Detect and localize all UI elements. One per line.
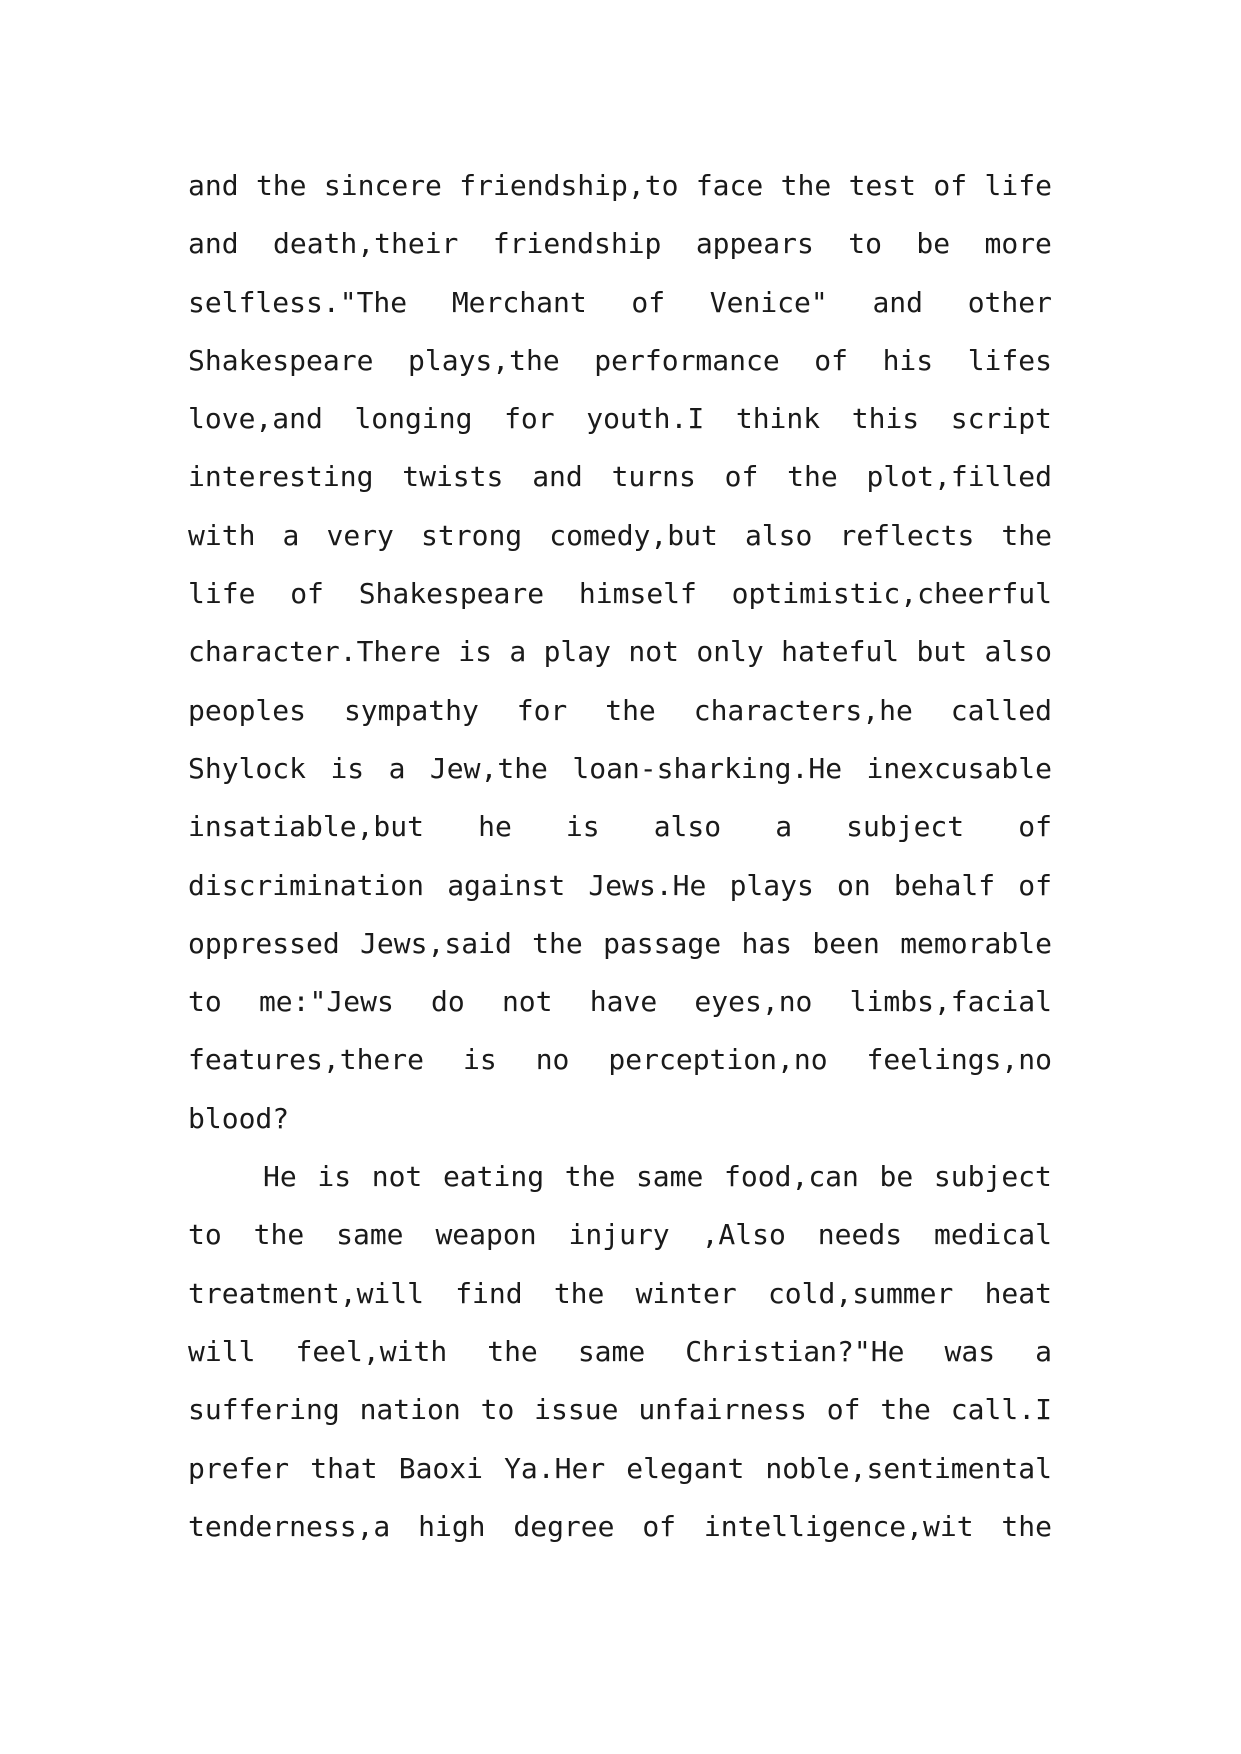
word: tenderness,a bbox=[188, 1509, 391, 1543]
word: plot,filled bbox=[866, 460, 1052, 494]
word: also bbox=[984, 635, 1052, 669]
text-line bbox=[188, 1498, 1052, 1556]
word: of bbox=[826, 1393, 861, 1427]
text-line bbox=[188, 274, 1052, 332]
text-line bbox=[188, 1265, 1052, 1323]
word: called bbox=[950, 693, 1052, 727]
text-line bbox=[188, 1148, 1052, 1206]
word: but bbox=[916, 635, 968, 669]
word: script bbox=[950, 402, 1052, 436]
word: the bbox=[255, 169, 307, 202]
word: twists bbox=[402, 460, 504, 494]
word: against bbox=[447, 868, 566, 902]
word: prefer bbox=[188, 1451, 290, 1485]
word: heat bbox=[984, 1276, 1052, 1310]
word: of bbox=[933, 169, 968, 202]
word: youth.I bbox=[586, 402, 705, 436]
text-line bbox=[188, 1323, 1052, 1381]
word: Jews,said bbox=[360, 926, 512, 960]
word: to bbox=[188, 985, 222, 1019]
word: Jew,the bbox=[429, 751, 548, 785]
word: character.There bbox=[188, 635, 441, 669]
word: loan-sharking.He bbox=[572, 751, 843, 785]
word: also bbox=[744, 518, 813, 552]
word: he bbox=[478, 810, 512, 844]
word: issue bbox=[534, 1393, 619, 1427]
text-line bbox=[188, 740, 1052, 798]
word: the bbox=[780, 169, 832, 202]
word: hateful bbox=[781, 635, 900, 669]
text-line bbox=[188, 390, 1052, 448]
word: food,can bbox=[724, 1160, 859, 1194]
word: Jews.He bbox=[588, 868, 707, 902]
word: the bbox=[787, 460, 838, 494]
word: medical bbox=[933, 1218, 1052, 1252]
word: call.I bbox=[950, 1393, 1052, 1427]
word: his bbox=[882, 343, 934, 377]
text-line bbox=[188, 1381, 1052, 1439]
word: of bbox=[290, 577, 324, 611]
word: Shylock bbox=[188, 751, 307, 785]
word: eyes,no bbox=[694, 985, 813, 1019]
text-line bbox=[188, 565, 1052, 623]
word: for bbox=[516, 693, 568, 727]
word: a bbox=[388, 751, 406, 785]
word: memorable bbox=[900, 926, 1052, 960]
word: peoples bbox=[188, 693, 307, 727]
word: needs bbox=[817, 1218, 903, 1252]
word: same bbox=[577, 1334, 646, 1368]
text-line bbox=[188, 623, 1052, 681]
word: me:"Jews bbox=[258, 985, 394, 1019]
word: of bbox=[642, 1509, 677, 1543]
word: very bbox=[326, 518, 394, 552]
word: with bbox=[188, 518, 256, 552]
word: and bbox=[532, 460, 583, 494]
word: behalf bbox=[893, 868, 996, 902]
word: Venice" bbox=[709, 285, 828, 319]
word: degree bbox=[513, 1509, 615, 1543]
word: characters,he bbox=[693, 693, 913, 727]
word: is bbox=[565, 810, 600, 844]
word: plays bbox=[729, 868, 814, 902]
word: the bbox=[1001, 1509, 1052, 1543]
word: Christian?"He bbox=[685, 1334, 905, 1368]
word: reflects bbox=[839, 518, 975, 552]
word: of bbox=[631, 285, 666, 319]
word: test bbox=[848, 169, 917, 202]
word: a bbox=[1035, 1334, 1052, 1368]
word: features,there bbox=[188, 1043, 425, 1077]
word: this bbox=[851, 402, 920, 436]
word: perception,no bbox=[608, 1043, 828, 1077]
word: is bbox=[458, 635, 492, 669]
word: the bbox=[553, 1276, 605, 1310]
word: cold,summer bbox=[767, 1276, 954, 1310]
text-line bbox=[188, 973, 1052, 1031]
word: a bbox=[282, 518, 300, 552]
word: interesting bbox=[188, 460, 374, 494]
word: of bbox=[1018, 810, 1052, 844]
word: noble,sentimental bbox=[765, 1451, 1052, 1485]
word: Ya.Her bbox=[504, 1451, 606, 1485]
word: injury bbox=[568, 1218, 670, 1252]
word: will bbox=[188, 1334, 256, 1368]
word: comedy,but bbox=[549, 518, 718, 552]
word: for bbox=[504, 402, 555, 436]
word: to bbox=[848, 227, 882, 261]
word: the bbox=[1001, 518, 1052, 552]
word: eating bbox=[442, 1160, 545, 1194]
word: more bbox=[984, 227, 1052, 261]
word: be bbox=[916, 227, 951, 261]
word: performance bbox=[594, 343, 780, 377]
word: suffering bbox=[188, 1393, 340, 1427]
word: and bbox=[188, 169, 239, 202]
word: intelligence,wit bbox=[703, 1509, 974, 1543]
word: have bbox=[589, 985, 658, 1019]
word: of bbox=[1018, 868, 1052, 902]
word: only bbox=[696, 635, 764, 669]
text-line bbox=[188, 682, 1052, 740]
word: the bbox=[605, 693, 656, 727]
word: to bbox=[188, 1218, 222, 1252]
word: the bbox=[487, 1334, 538, 1368]
word: face bbox=[695, 169, 764, 202]
word: discrimination bbox=[188, 868, 425, 902]
word: Shakespeare bbox=[188, 343, 374, 377]
word: also bbox=[653, 810, 722, 844]
word: on bbox=[837, 868, 871, 902]
word: Merchant bbox=[451, 285, 587, 319]
word: feelings,no bbox=[866, 1043, 1052, 1077]
word: that bbox=[310, 1451, 378, 1485]
text-line bbox=[188, 857, 1052, 915]
text-line bbox=[188, 915, 1052, 973]
word: himself bbox=[578, 577, 697, 611]
text-line bbox=[188, 448, 1052, 506]
word: high bbox=[418, 1509, 486, 1543]
word: of bbox=[724, 460, 759, 494]
word: was bbox=[944, 1334, 996, 1368]
word: treatment,will bbox=[188, 1276, 425, 1310]
word: not bbox=[371, 1160, 423, 1194]
word: selfless."The bbox=[188, 285, 408, 319]
word: and bbox=[188, 227, 239, 261]
word: weapon bbox=[435, 1218, 537, 1252]
word: elegant bbox=[626, 1451, 745, 1485]
word: of bbox=[814, 343, 848, 377]
word: a bbox=[775, 810, 793, 844]
word: life bbox=[188, 577, 256, 611]
word: turns bbox=[611, 460, 696, 494]
word: think bbox=[735, 402, 821, 436]
word: inexcusable bbox=[866, 751, 1052, 785]
word: optimistic,cheerful bbox=[731, 577, 1052, 611]
word: be bbox=[879, 1160, 914, 1194]
word: not bbox=[628, 635, 679, 669]
word: nation bbox=[359, 1393, 461, 1427]
word: life bbox=[984, 169, 1052, 202]
text-line bbox=[188, 798, 1052, 856]
text-line bbox=[188, 157, 1052, 215]
word: blood? bbox=[188, 1101, 290, 1135]
word: the bbox=[253, 1218, 305, 1252]
body-text bbox=[188, 157, 1052, 1556]
word: been bbox=[812, 926, 880, 960]
word: do bbox=[431, 985, 465, 1019]
word: plays,the bbox=[408, 343, 560, 377]
word: Shakespeare bbox=[358, 577, 545, 611]
word: limbs,facial bbox=[849, 985, 1052, 1019]
word: passage bbox=[603, 926, 722, 960]
text-line bbox=[188, 1090, 1052, 1148]
word: feel,with bbox=[295, 1334, 448, 1368]
word: lifes bbox=[967, 343, 1052, 377]
word: a bbox=[509, 635, 527, 669]
word: insatiable,but bbox=[188, 810, 425, 844]
word: love,and bbox=[188, 402, 323, 436]
word: subject bbox=[933, 1160, 1052, 1194]
word: is bbox=[330, 751, 365, 785]
word: not bbox=[501, 985, 553, 1019]
text-line bbox=[188, 1440, 1052, 1498]
word: friendship,to bbox=[459, 169, 679, 202]
word: sympathy bbox=[343, 693, 479, 727]
text-line bbox=[188, 1031, 1052, 1089]
word: unfairness bbox=[638, 1393, 807, 1427]
word: friendship bbox=[492, 227, 662, 261]
word: the bbox=[564, 1160, 616, 1194]
word: He bbox=[263, 1160, 297, 1194]
word: the bbox=[880, 1393, 931, 1427]
word: same bbox=[635, 1160, 704, 1194]
word: no bbox=[535, 1043, 570, 1077]
word: has bbox=[741, 926, 793, 960]
word: and bbox=[872, 285, 924, 319]
word: winter bbox=[635, 1276, 737, 1310]
word: oppressed bbox=[188, 926, 340, 960]
text-line bbox=[188, 1206, 1052, 1264]
word: ,Also bbox=[701, 1218, 786, 1252]
word: death,their bbox=[272, 227, 459, 261]
word: to bbox=[480, 1393, 515, 1427]
text-line bbox=[188, 332, 1052, 390]
word: play bbox=[543, 635, 612, 669]
word: appears bbox=[695, 227, 814, 261]
text-line bbox=[188, 507, 1052, 565]
word: is bbox=[317, 1160, 352, 1194]
word: find bbox=[455, 1276, 523, 1310]
word: sincere bbox=[323, 169, 442, 202]
word: is bbox=[463, 1043, 497, 1077]
word: same bbox=[336, 1218, 404, 1252]
word: the bbox=[532, 926, 583, 960]
word: longing bbox=[354, 402, 473, 436]
word: subject bbox=[846, 810, 965, 844]
word: Baoxi bbox=[398, 1451, 484, 1485]
word: other bbox=[967, 285, 1052, 319]
text-line bbox=[188, 215, 1052, 273]
word: strong bbox=[421, 518, 523, 552]
